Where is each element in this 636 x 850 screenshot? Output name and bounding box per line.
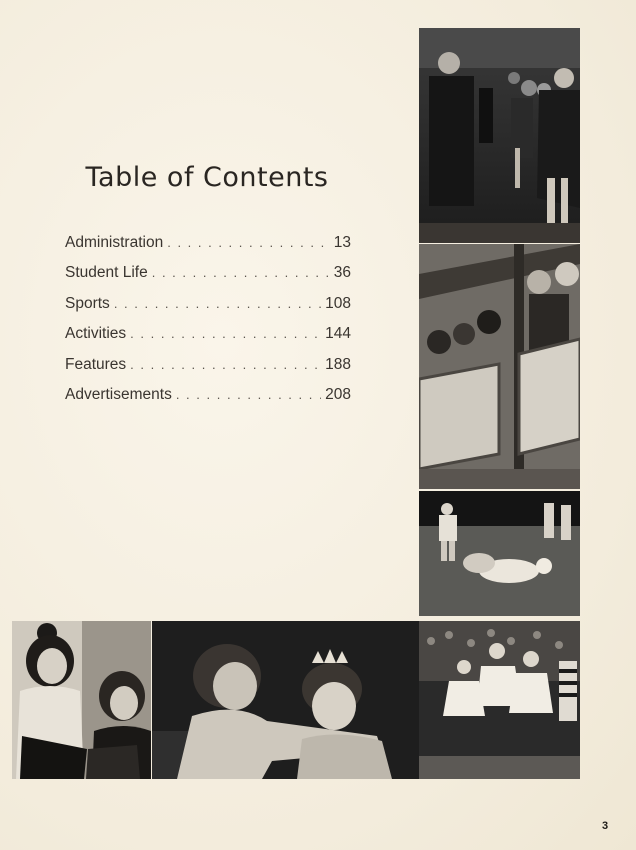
- dot-leader: [114, 296, 321, 311]
- photo-football-play: [419, 491, 580, 616]
- toc-entry-sports[interactable]: [65, 295, 351, 325]
- toc-entry-label: Administration: [65, 234, 164, 251]
- toc-entry-activities[interactable]: [65, 325, 351, 355]
- toc-entry-label: Features: [65, 355, 127, 373]
- dot-leader: [152, 265, 330, 280]
- photo-stadium-stands: [419, 244, 580, 489]
- toc-entry-administration[interactable]: [65, 234, 351, 264]
- toc-entry-label: Advertisements: [65, 385, 172, 403]
- toc-entry-student-life[interactable]: [65, 264, 351, 294]
- photo-dancing-couple: [419, 28, 580, 243]
- toc-entry-page: 108: [325, 294, 351, 312]
- photo-women-with-book: [12, 621, 151, 779]
- table-of-contents: [65, 234, 351, 416]
- dot-leader: [167, 235, 330, 250]
- toc-entry-page: 188: [325, 355, 351, 373]
- toc-entry-label: Student Life: [65, 264, 148, 282]
- toc-entry-page: 208: [325, 385, 351, 403]
- dot-leader: [130, 357, 321, 372]
- toc-entry-page: 36: [333, 264, 351, 282]
- toc-entry-page: 144: [325, 325, 351, 343]
- toc-entry-label: Activities: [65, 325, 127, 343]
- toc-entry-page: 13: [333, 234, 351, 251]
- photo-crowning-queen: [152, 621, 419, 779]
- page-title: Table of Contents: [85, 162, 329, 193]
- photo-majorettes: [419, 621, 580, 779]
- dot-leader: [130, 326, 321, 341]
- dot-leader: [176, 387, 321, 402]
- page-number: 3: [602, 820, 609, 832]
- toc-entry-label: Sports: [65, 294, 110, 312]
- toc-entry-advertisements[interactable]: [65, 386, 351, 416]
- toc-entry-features[interactable]: [65, 356, 351, 386]
